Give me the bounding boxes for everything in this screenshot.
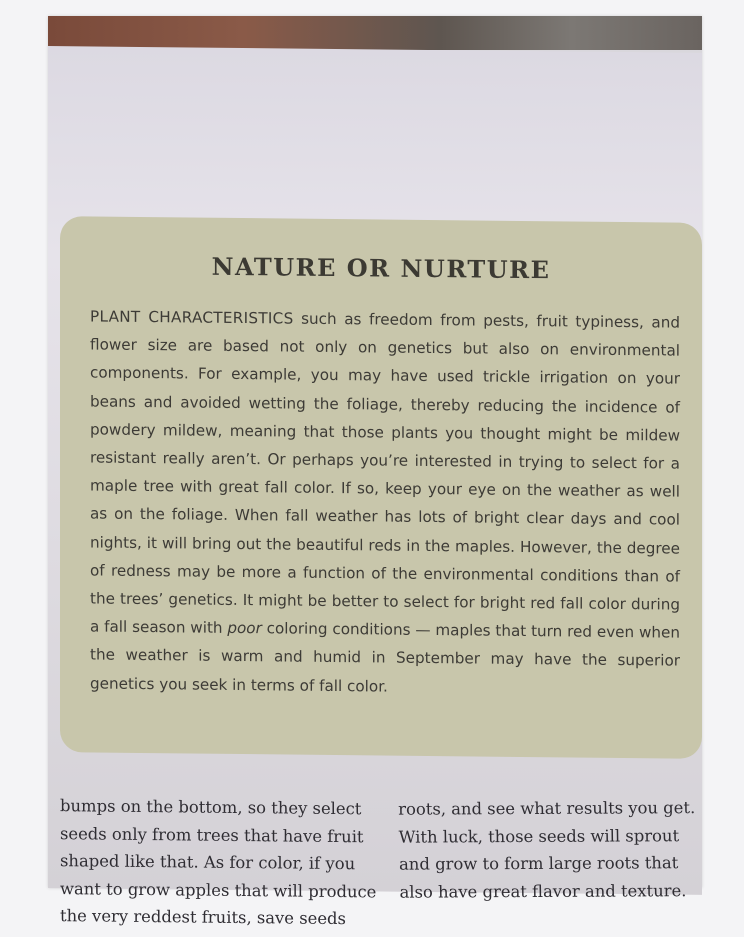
sidebar-paragraph (90, 302, 680, 703)
left-column-line: seeds only from trees that have fruit (60, 823, 364, 846)
sidebar-box (60, 216, 702, 759)
right-column-line: With luck, those seeds will sprout (398, 825, 680, 847)
sidebar-title: NATURE OR NURTURE (211, 251, 551, 285)
left-column-line: shaped like that. As for color, if you (60, 851, 356, 874)
background-surface (48, 16, 702, 50)
book-page (48, 46, 702, 929)
sidebar-text-part-1: such as freedom from pests, fruit typiness, and flower size are based not only on genetics but also on environmental components. For example, you may have used trickle irrigation on your beans and avoided wetting the foliage, thereby reducing the incidence of powdery mildew, meaning that those plants you thought might be mildew resistant really aren’t. Or perhaps you’re interested in trying to select for a maple tree with great fall color. If so, keep your eye on the weather as well as on the foliage. When fall weather has lots of bright clear days and cool nights, it will bring out the beautiful reds in the maples. However, the degree of redness may be more a function of the environmental conditions than of the trees’ genetics. It might be better to select for bright red fall color during a fall season with (90, 309, 680, 638)
right-column-line: also have great flavor and texture. (399, 880, 687, 902)
right-column (398, 794, 718, 906)
right-column-line: and grow to form large roots that (398, 853, 679, 874)
left-column-line: want to grow apples that will produce (60, 878, 377, 901)
right-column-line: roots, and see what results you get. (398, 798, 696, 819)
sidebar-italic-word: poor (227, 619, 262, 638)
left-column-line: bumps on the bottom, so they select (60, 796, 362, 819)
sidebar-lead-caps: PLANT CHARACTERISTICS (90, 307, 294, 328)
left-column-line: the very reddest fruits, save seeds (60, 906, 346, 929)
sidebar-text-part-2: coloring conditions — maples that turn red even when the weather is warm and humid in September may have the superior genetics you seek in terms of fall color. (90, 619, 681, 696)
left-column (60, 792, 378, 929)
body-columns (60, 792, 702, 929)
book-page-photo (48, 16, 702, 929)
